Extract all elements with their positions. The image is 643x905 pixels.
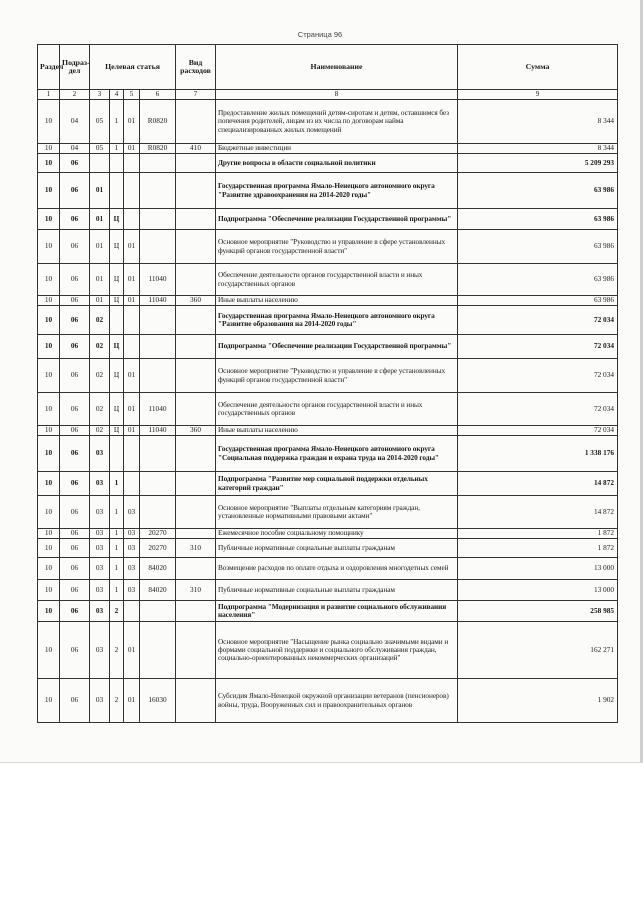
cell-program: 05 [90,144,110,154]
cell-direction: 11040 [140,426,176,436]
header-row [38,45,618,90]
cell-razdel: 10 [38,100,60,144]
cell-vid-raskhodov [176,264,216,296]
cell-podrazdel: 06 [60,335,90,359]
cell-vid-raskhodov [176,558,216,580]
cell-podrazdel: 06 [60,426,90,436]
cell-podrazdel: 06 [60,436,90,472]
cell-naimenovanie: Возмещение расходов по оплате отдыха и оздоровления многодетных семей [216,558,458,580]
cell-program: 02 [90,426,110,436]
table-row [38,296,618,306]
col-number: 9 [458,90,618,100]
cell-vid-raskhodov [176,359,216,393]
cell-summa: 14 872 [458,472,618,496]
cell-direction [140,306,176,335]
table-body [38,100,618,723]
cell-measure: 01 [124,264,140,296]
cell-direction: 20270 [140,529,176,539]
cell-naimenovanie: Подпрограмма "Обеспечение реализации Государственной программы" [216,335,458,359]
cell-program: 01 [90,209,110,230]
cell-vid-raskhodov [176,306,216,335]
cell-program: 03 [90,472,110,496]
cell-naimenovanie: Государственная программа Ямало-Ненецкого автономного округа "Развитие здравоохранения на 2014-2020 годы" [216,173,458,209]
table-row [38,230,618,264]
cell-subprogram: Ц [110,359,124,393]
cell-naimenovanie: Иные выплаты населению [216,296,458,306]
cell-direction [140,472,176,496]
cell-direction: 11040 [140,296,176,306]
cell-naimenovanie: Государственная программа Ямало-Ненецкого автономного округа "Социальная поддержка граждан и охрана труда на 2014-2020 годы" [216,436,458,472]
cell-razdel: 10 [38,296,60,306]
cell-summa: 63 986 [458,264,618,296]
cell-program: 02 [90,393,110,426]
cell-program: 03 [90,539,110,558]
cell-naimenovanie: Бюджетные инвестиции [216,144,458,154]
cell-program: 03 [90,558,110,580]
table-row [38,100,618,144]
cell-podrazdel: 06 [60,601,90,622]
cell-summa: 14 872 [458,496,618,529]
cell-vid-raskhodov [176,209,216,230]
cell-vid-raskhodov [176,335,216,359]
cell-razdel: 10 [38,264,60,296]
cell-subprogram: 1 [110,472,124,496]
cell-naimenovanie: Основное мероприятие "Руководство и управление в сфере установленных функций органов государственной власти" [216,359,458,393]
cell-naimenovanie: Субсидия Ямало-Ненецкой окружной организации ветеранов (пенсионеров) войны, труда, Вооруженных сил и правоохранительных органов [216,679,458,723]
table-row [38,393,618,426]
cell-measure [124,472,140,496]
cell-podrazdel: 06 [60,472,90,496]
cell-podrazdel: 06 [60,529,90,539]
cell-razdel: 10 [38,539,60,558]
cell-naimenovanie: Иные выплаты населению [216,426,458,436]
table-row [38,601,618,622]
cell-razdel: 10 [38,436,60,472]
cell-summa: 63 986 [458,296,618,306]
cell-naimenovanie: Публичные нормативные социальные выплаты гражданам [216,539,458,558]
cell-razdel: 10 [38,335,60,359]
cell-naimenovanie: Подпрограмма "Модернизация и развитие социального обслуживания населения" [216,601,458,622]
header-razdel: Раздел [38,45,60,90]
cell-measure: 01 [124,144,140,154]
cell-program: 03 [90,436,110,472]
table-row [38,558,618,580]
cell-podrazdel: 06 [60,306,90,335]
cell-podrazdel: 06 [60,173,90,209]
col-number: 4 [110,90,124,100]
header-tselevaya-statya: Целевая статья [90,45,176,90]
cell-direction [140,622,176,679]
cell-vid-raskhodov: 310 [176,580,216,601]
cell-measure: 03 [124,558,140,580]
cell-measure [124,173,140,209]
col-number: 8 [216,90,458,100]
cell-summa: 72 034 [458,426,618,436]
cell-summa: 1 872 [458,529,618,539]
cell-program: 03 [90,679,110,723]
cell-measure: 01 [124,679,140,723]
cell-measure: 03 [124,539,140,558]
cell-direction [140,154,176,173]
cell-podrazdel: 06 [60,679,90,723]
cell-vid-raskhodov [176,679,216,723]
cell-subprogram [110,173,124,209]
budget-table [37,44,618,723]
cell-direction: 11040 [140,264,176,296]
cell-direction [140,601,176,622]
cell-razdel: 10 [38,306,60,335]
cell-podrazdel: 06 [60,558,90,580]
cell-summa: 8 344 [458,100,618,144]
cell-vid-raskhodov [176,601,216,622]
cell-summa: 13 000 [458,558,618,580]
cell-razdel: 10 [38,472,60,496]
cell-measure [124,154,140,173]
cell-razdel: 10 [38,426,60,436]
cell-summa: 1 872 [458,539,618,558]
cell-naimenovanie: Ежемесячное пособие социальному помощнику [216,529,458,539]
cell-direction: 84020 [140,558,176,580]
cell-direction [140,173,176,209]
cell-measure: 01 [124,296,140,306]
cell-podrazdel: 06 [60,154,90,173]
table-row [38,154,618,173]
cell-vid-raskhodov [176,100,216,144]
cell-podrazdel: 06 [60,539,90,558]
cell-measure: 01 [124,359,140,393]
cell-naimenovanie: Обеспечение деятельности органов государственной власти и иных государственных органов [216,393,458,426]
cell-program: 02 [90,306,110,335]
cell-summa: 162 271 [458,622,618,679]
table-row [38,306,618,335]
table-row [38,622,618,679]
cell-program [90,154,110,173]
cell-vid-raskhodov [176,154,216,173]
cell-program: 03 [90,529,110,539]
cell-naimenovanie: Предоставление жилых помещений детям-сиротам и детям, оставшимся без попечения родителей, лицам из их числа по договорам найма специализированных жилых помещений [216,100,458,144]
cell-direction: 11040 [140,393,176,426]
cell-naimenovanie: Публичные нормативные социальные выплаты гражданам [216,580,458,601]
cell-direction [140,359,176,393]
cell-naimenovanie: Основное мероприятие "Руководство и управление в сфере установленных функций органов государственной власти" [216,230,458,264]
cell-program: 01 [90,264,110,296]
cell-podrazdel: 06 [60,296,90,306]
table-row [38,529,618,539]
cell-subprogram: Ц [110,393,124,426]
cell-subprogram [110,306,124,335]
cell-direction [140,335,176,359]
cell-summa: 72 034 [458,306,618,335]
cell-summa: 1 902 [458,679,618,723]
cell-podrazdel: 04 [60,144,90,154]
cell-razdel: 10 [38,209,60,230]
cell-measure: 01 [124,100,140,144]
cell-summa: 8 344 [458,144,618,154]
cell-vid-raskhodov [176,436,216,472]
cell-razdel: 10 [38,359,60,393]
cell-program: 02 [90,335,110,359]
cell-direction [140,230,176,264]
cell-summa: 63 986 [458,209,618,230]
cell-program: 01 [90,296,110,306]
cell-measure: 03 [124,580,140,601]
table-row [38,426,618,436]
cell-subprogram [110,436,124,472]
cell-measure: 01 [124,622,140,679]
cell-program: 03 [90,601,110,622]
cell-subprogram [110,154,124,173]
cell-naimenovanie: Подпрограмма "Развитие мер социальной поддержки отдельных категорий граждан" [216,472,458,496]
cell-measure: 01 [124,426,140,436]
cell-naimenovanie: Подпрограмма "Обеспечение реализации Государственной программы" [216,209,458,230]
cell-program: 01 [90,173,110,209]
cell-vid-raskhodov [176,529,216,539]
cell-subprogram: 1 [110,496,124,529]
cell-podrazdel: 06 [60,264,90,296]
cell-podrazdel: 06 [60,622,90,679]
cell-summa: 72 034 [458,393,618,426]
cell-program: 02 [90,359,110,393]
header-summa: Сумма [458,45,618,90]
cell-program: 01 [90,230,110,264]
table-row [38,209,618,230]
cell-vid-raskhodov [176,173,216,209]
cell-subprogram: 1 [110,580,124,601]
cell-measure: 03 [124,496,140,529]
cell-podrazdel: 06 [60,230,90,264]
table-row [38,359,618,393]
cell-direction [140,496,176,529]
col-number: 5 [124,90,140,100]
cell-subprogram: 1 [110,539,124,558]
cell-naimenovanie: Основное мероприятие "Насыщение рынка социально значимыми видами и формами социальной поддержки и социального обслуживания граждан, социально-ориентированных некоммерческих организаций" [216,622,458,679]
table-row [38,472,618,496]
cell-measure [124,306,140,335]
cell-naimenovanie: Другие вопросы в области социальной политики [216,154,458,173]
cell-summa: 5 209 293 [458,154,618,173]
cell-subprogram: 1 [110,558,124,580]
header-vid-raskhodov: Вид расходов [176,45,216,90]
table-row [38,679,618,723]
cell-summa: 72 034 [458,359,618,393]
table-row [38,144,618,154]
cell-subprogram: 2 [110,622,124,679]
cell-measure: 03 [124,529,140,539]
cell-program: 05 [90,100,110,144]
cell-podrazdel: 06 [60,209,90,230]
cell-razdel: 10 [38,558,60,580]
col-number: 7 [176,90,216,100]
cell-vid-raskhodov [176,472,216,496]
cell-subprogram: Ц [110,264,124,296]
cell-subprogram: Ц [110,296,124,306]
cell-vid-raskhodov: 310 [176,539,216,558]
cell-measure [124,209,140,230]
table-row [38,496,618,529]
table-row [38,580,618,601]
cell-vid-raskhodov [176,393,216,426]
cell-vid-raskhodov [176,622,216,679]
cell-subprogram: 1 [110,529,124,539]
col-number: 2 [60,90,90,100]
column-number-row [38,90,618,100]
cell-vid-raskhodov [176,496,216,529]
cell-subprogram: 2 [110,601,124,622]
table-row [38,173,618,209]
cell-direction: 16030 [140,679,176,723]
cell-vid-raskhodov: 410 [176,144,216,154]
cell-direction: 20270 [140,539,176,558]
cell-summa: 72 034 [458,335,618,359]
cell-direction: 84020 [140,580,176,601]
cell-measure [124,436,140,472]
header-naimenovanie: Наименование [216,45,458,90]
cell-subprogram: Ц [110,426,124,436]
cell-razdel: 10 [38,601,60,622]
cell-direction: R0820 [140,144,176,154]
cell-razdel: 10 [38,393,60,426]
col-number: 6 [140,90,176,100]
cell-summa: 63 986 [458,173,618,209]
cell-direction [140,436,176,472]
cell-razdel: 10 [38,622,60,679]
header-podrazdel: Подраз-дел [60,45,90,90]
cell-measure [124,335,140,359]
table-row [38,539,618,558]
cell-podrazdel: 06 [60,496,90,529]
cell-podrazdel: 06 [60,580,90,601]
cell-razdel: 10 [38,496,60,529]
cell-razdel: 10 [38,173,60,209]
cell-vid-raskhodov: 360 [176,296,216,306]
cell-vid-raskhodov [176,230,216,264]
cell-vid-raskhodov: 360 [176,426,216,436]
cell-razdel: 10 [38,679,60,723]
cell-summa: 13 000 [458,580,618,601]
cell-naimenovanie: Обеспечение деятельности органов государственной власти и иных государственных органов [216,264,458,296]
col-number: 1 [38,90,60,100]
cell-subprogram: 1 [110,100,124,144]
cell-summa: 258 985 [458,601,618,622]
cell-subprogram: Ц [110,230,124,264]
table-row [38,335,618,359]
col-number: 3 [90,90,110,100]
cell-program: 03 [90,580,110,601]
cell-subprogram: 1 [110,144,124,154]
cell-razdel: 10 [38,144,60,154]
cell-subprogram: 2 [110,679,124,723]
cell-measure: 01 [124,393,140,426]
cell-program: 03 [90,622,110,679]
cell-razdel: 10 [38,529,60,539]
cell-direction [140,209,176,230]
cell-summa: 63 986 [458,230,618,264]
table-row [38,264,618,296]
cell-podrazdel: 06 [60,359,90,393]
cell-razdel: 10 [38,230,60,264]
cell-subprogram: Ц [110,335,124,359]
cell-summa: 1 338 176 [458,436,618,472]
table-row [38,436,618,472]
cell-subprogram: Ц [110,209,124,230]
cell-razdel: 10 [38,580,60,601]
cell-podrazdel: 04 [60,100,90,144]
cell-measure: 01 [124,230,140,264]
cell-razdel: 10 [38,154,60,173]
cell-program: 03 [90,496,110,529]
cell-podrazdel: 06 [60,393,90,426]
page-label: Страница 96 [297,30,343,39]
cell-naimenovanie: Государственная программа Ямало-Ненецкого автономного округа "Развитие образования на 2014-2020 годы" [216,306,458,335]
cell-naimenovanie: Основное мероприятие "Выплаты отдельным категориям граждан, установленные нормативными правовыми актами" [216,496,458,529]
cell-measure [124,601,140,622]
cell-direction: R0820 [140,100,176,144]
